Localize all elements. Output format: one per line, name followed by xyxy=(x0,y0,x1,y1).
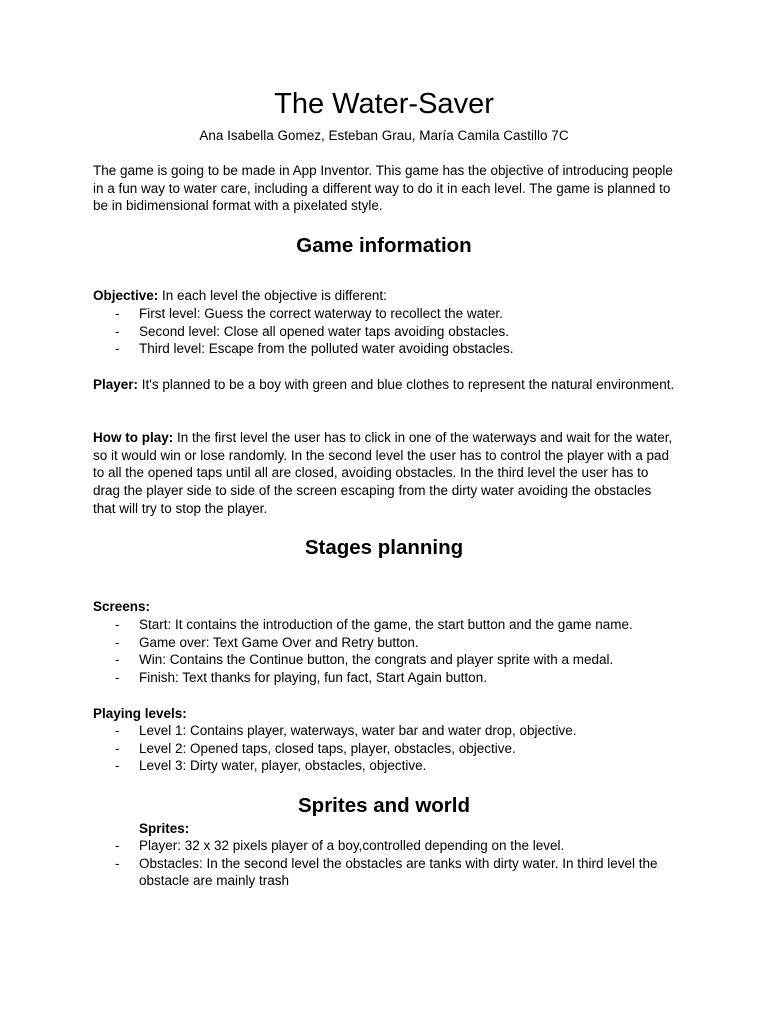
list-item xyxy=(93,740,675,758)
dash-bullet: - xyxy=(115,670,120,686)
playing-levels-label-text: Playing levels: xyxy=(93,706,187,721)
document-authors: Ana Isabella Gomez, Esteban Grau, María Camila Castillo 7C xyxy=(199,128,569,143)
dash-bullet: - xyxy=(115,306,120,321)
list-item-text: Third level: Escape from the polluted water avoiding obstacles. xyxy=(139,341,514,357)
list-item-text: Start: It contains the introduction of the game, the start button and the game name. xyxy=(139,617,633,632)
list-item-text: Game over: Text Game Over and Retry button. xyxy=(139,634,419,650)
player-label: Player: xyxy=(93,377,139,392)
player-paragraph xyxy=(93,376,675,394)
document-title: The Water-Saver xyxy=(274,88,494,120)
screens-list xyxy=(93,616,675,687)
player-text: It's planned to be a boy with green and blue clothes to represent the natural environment. xyxy=(138,377,675,392)
list-item xyxy=(93,669,675,687)
playing-levels-list xyxy=(93,722,675,775)
how-to-play-text: In the first level the user has to click in one of the waterways and wait for the water, so it would win or lose randomly. In the second level the user has to control the player with a pad to all the opened taps until all are closed, avoiding obstacles. In the third level the user has to drag the player side to side of the screen escaping from the dirty water avoiding the obstacles that will try to stop the player. xyxy=(93,430,673,516)
dash-bullet: - xyxy=(115,723,120,738)
list-item xyxy=(93,305,675,323)
list-item xyxy=(93,757,675,775)
dash-bullet: - xyxy=(115,617,120,632)
playing-levels-label xyxy=(93,705,675,723)
list-item-text: Second level: Close all opened water taps avoiding obstacles. xyxy=(139,323,509,339)
objective-label: Objective: xyxy=(93,288,159,303)
how-to-play-paragraph xyxy=(93,429,675,518)
dash-bullet: - xyxy=(115,758,120,774)
list-item xyxy=(93,323,675,341)
list-item xyxy=(93,855,675,890)
list-item-text: Level 2: Opened taps, closed taps, player, obstacles, objective. xyxy=(139,740,516,756)
sprites-list xyxy=(93,837,675,890)
dash-bullet: - xyxy=(115,634,120,650)
screens-label xyxy=(93,598,675,616)
list-item xyxy=(93,340,675,358)
sprites-and-world-heading: Sprites and world xyxy=(298,794,470,817)
list-item-text: First level: Guess the correct waterway to recollect the water. xyxy=(139,306,503,321)
list-item-text: Obstacles: In the second level the obstacles are tanks with dirty water. In third level the obstacle are mainly trash xyxy=(139,855,658,889)
game-information-heading: Game information xyxy=(296,234,472,257)
list-item xyxy=(93,634,675,652)
list-item xyxy=(93,722,675,740)
dash-bullet: - xyxy=(115,740,120,756)
list-item xyxy=(93,616,675,634)
list-item-text: Player: 32 x 32 pixels player of a boy,controlled depending on the level. xyxy=(139,838,565,853)
objective-list xyxy=(93,305,675,358)
list-item-text: Level 1: Contains player, waterways, water bar and water drop, objective. xyxy=(139,723,577,738)
dash-bullet: - xyxy=(115,652,120,668)
how-to-play-label: How to play: xyxy=(93,430,174,445)
list-item-text: Win: Contains the Continue button, the congrats and player sprite with a medal. xyxy=(139,652,614,668)
dash-bullet: - xyxy=(115,838,120,853)
dash-bullet: - xyxy=(115,855,120,871)
dash-bullet: - xyxy=(115,323,120,339)
objective-paragraph xyxy=(93,287,675,305)
list-item-text: Finish: Text thanks for playing, fun fact, Start Again button. xyxy=(139,670,487,686)
list-item-text: Level 3: Dirty water, player, obstacles, objective. xyxy=(139,758,427,774)
list-item xyxy=(93,651,675,669)
screens-label-text: Screens: xyxy=(93,599,151,614)
objective-text: In each level the objective is different: xyxy=(158,288,387,303)
stages-planning-heading: Stages planning xyxy=(304,536,464,559)
sprites-label: Sprites: xyxy=(139,821,190,836)
intro-paragraph: The game is going to be made in App Inventor. This game has the objective of introducing people in a fun way to water care, including a different way to do it in each level. The game is planned to be in bidimensional format with a pixelated style. xyxy=(93,163,673,214)
list-item xyxy=(93,837,675,855)
dash-bullet: - xyxy=(115,341,120,357)
